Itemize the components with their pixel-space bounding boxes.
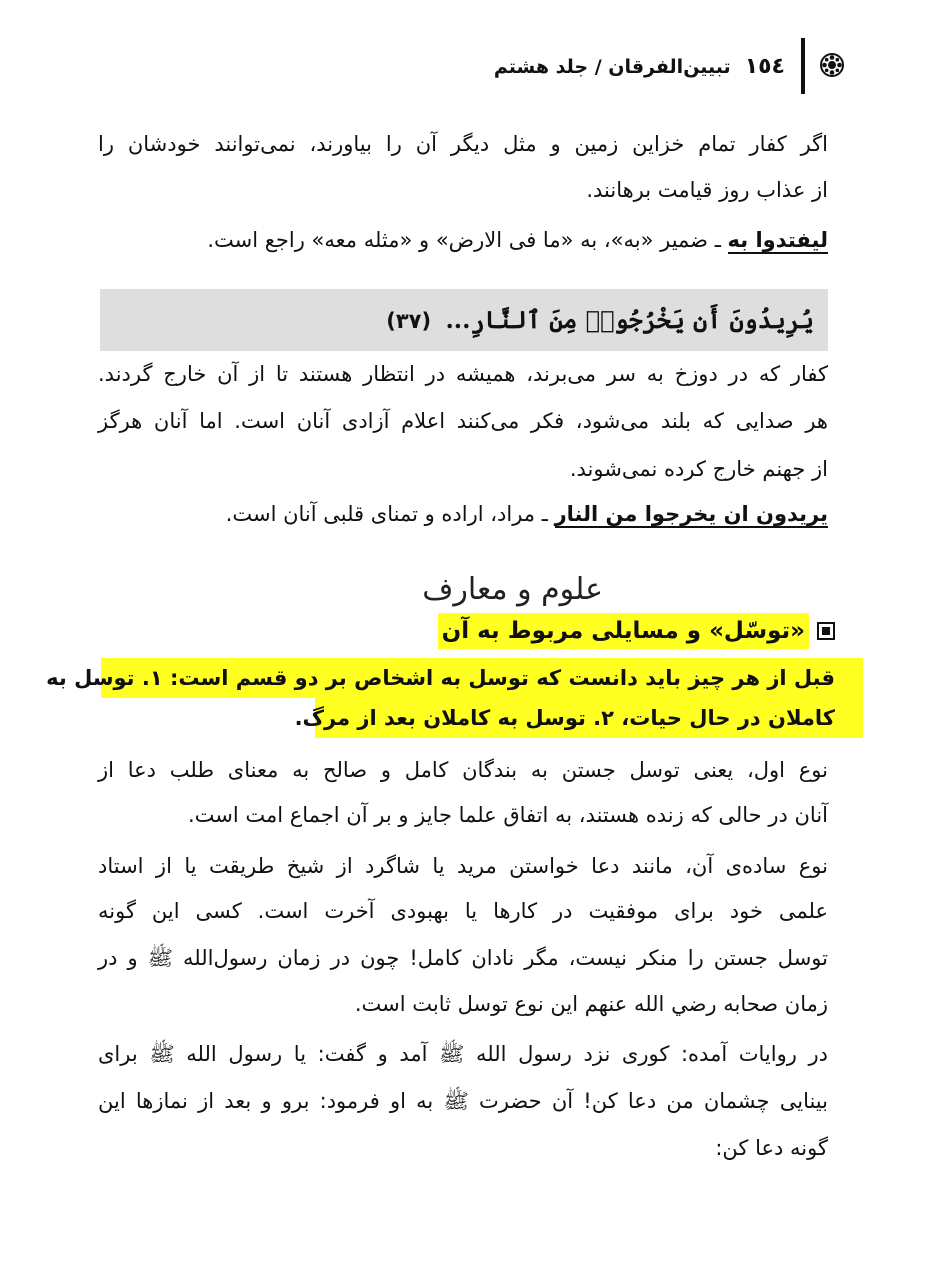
term-definition: ـ ضمیر «به»، به «ما فی الارض» و «مثله معه» راجع است. bbox=[207, 228, 721, 252]
subsection-title: «توسّل» و مسایلی مربوط به آن bbox=[438, 613, 809, 649]
body-p1-line-1: نوع اول، یعنی توسل جستن به بندگان کامل و صالح به معنای طلب دعا از bbox=[98, 758, 828, 782]
book-title: تبیین‌الفرقان / جلد هشتم bbox=[493, 56, 731, 78]
body-p2-line-3: توسل جستن را منکر نیست، مگر نادان کامل! چون در زمان رسول‌الله ﷺ و در bbox=[98, 946, 828, 970]
page-header bbox=[425, 38, 845, 96]
highlight-line-2: کاملان در حال حیات، ۲. توسل به کاملان بعد از مرگ. bbox=[294, 706, 835, 730]
body-p3-line-2: بینایی چشمان من دعا کن! آن حضرت ﷺ به او فرمود: برو و بعد از نمازها این bbox=[98, 1089, 828, 1113]
body-p2-line-2: علمی خود برای موفقیت در کارها یا بهبودی آخرت است. کسی این گونه bbox=[98, 899, 828, 923]
body-p2-line-1: نوع ساده‌ی آن، مانند دعا خواستن مرید یا شاگرد از شیخ طریقت یا از استاد bbox=[98, 854, 828, 878]
subsection-heading bbox=[438, 613, 835, 651]
body-p3-line-1: در روایات آمده: کوری نزد رسول الله ﷺ آمد و گفت: یا رسول الله ﷺ برای bbox=[98, 1042, 828, 1066]
verse-text: يُرِيدُونَ أَن يَخْرُجُوا۟ مِنَ ٱلنَّارِ... bbox=[445, 305, 814, 334]
verse-box bbox=[100, 289, 828, 351]
commentary-line-3: از جهنم خارج کرده نمی‌شوند. bbox=[569, 457, 828, 481]
highlight-line-1: قبل از هر چیز باید دانست که توسل به اشخاص بر دو قسم است: ۱. توسل به bbox=[46, 666, 835, 690]
quran-verse bbox=[386, 301, 814, 340]
commentary-line-2: هر صدایی که بلند می‌شود، فکر می‌کنند اعلام آزادی آنان است. اما آنان هرگز bbox=[98, 409, 828, 433]
body-p3-line-3: گونه دعا کن: bbox=[715, 1136, 828, 1160]
body-p1-line-2: آنان در حالی که زنده هستند، به اتفاق علما جایز و بر آن اجماع امت است. bbox=[187, 803, 828, 827]
page-number: ١٥٤ bbox=[744, 54, 785, 79]
intro-line-2: از عذاب روز قیامت برهانند. bbox=[586, 178, 828, 202]
commentary-term-line bbox=[98, 496, 828, 532]
body-p2-line-4: زمان صحابه‌ رضي الله عنهم این نوع توسل ثابت است. bbox=[354, 992, 828, 1016]
term-liyaftadu: لیفتدوا به bbox=[727, 228, 828, 252]
intro-term-line bbox=[98, 222, 828, 258]
intro-line-1: اگر کفار تمام خزاین زمین و مثل دیگر آن را بیاورند، نمی‌توانند خودشان را bbox=[98, 132, 828, 156]
verse-number: (٣٧) bbox=[386, 309, 432, 333]
commentary-line-1: کفار که در دوزخ به سر می‌برند، همیشه در انتظار هستند تا از آن خارج گردند. bbox=[98, 362, 828, 386]
header-divider bbox=[801, 38, 805, 94]
ornament-flower-icon bbox=[819, 52, 845, 78]
square-bullet-icon bbox=[817, 622, 835, 640]
term-yuriduna: یریدون ان یخرجوا من النار bbox=[554, 502, 828, 526]
header-text bbox=[494, 52, 785, 82]
term-definition-2: ـ مراد، اراده و تمنای قلبی آنان است. bbox=[225, 502, 548, 526]
section-title: علوم و معارف bbox=[422, 572, 603, 607]
